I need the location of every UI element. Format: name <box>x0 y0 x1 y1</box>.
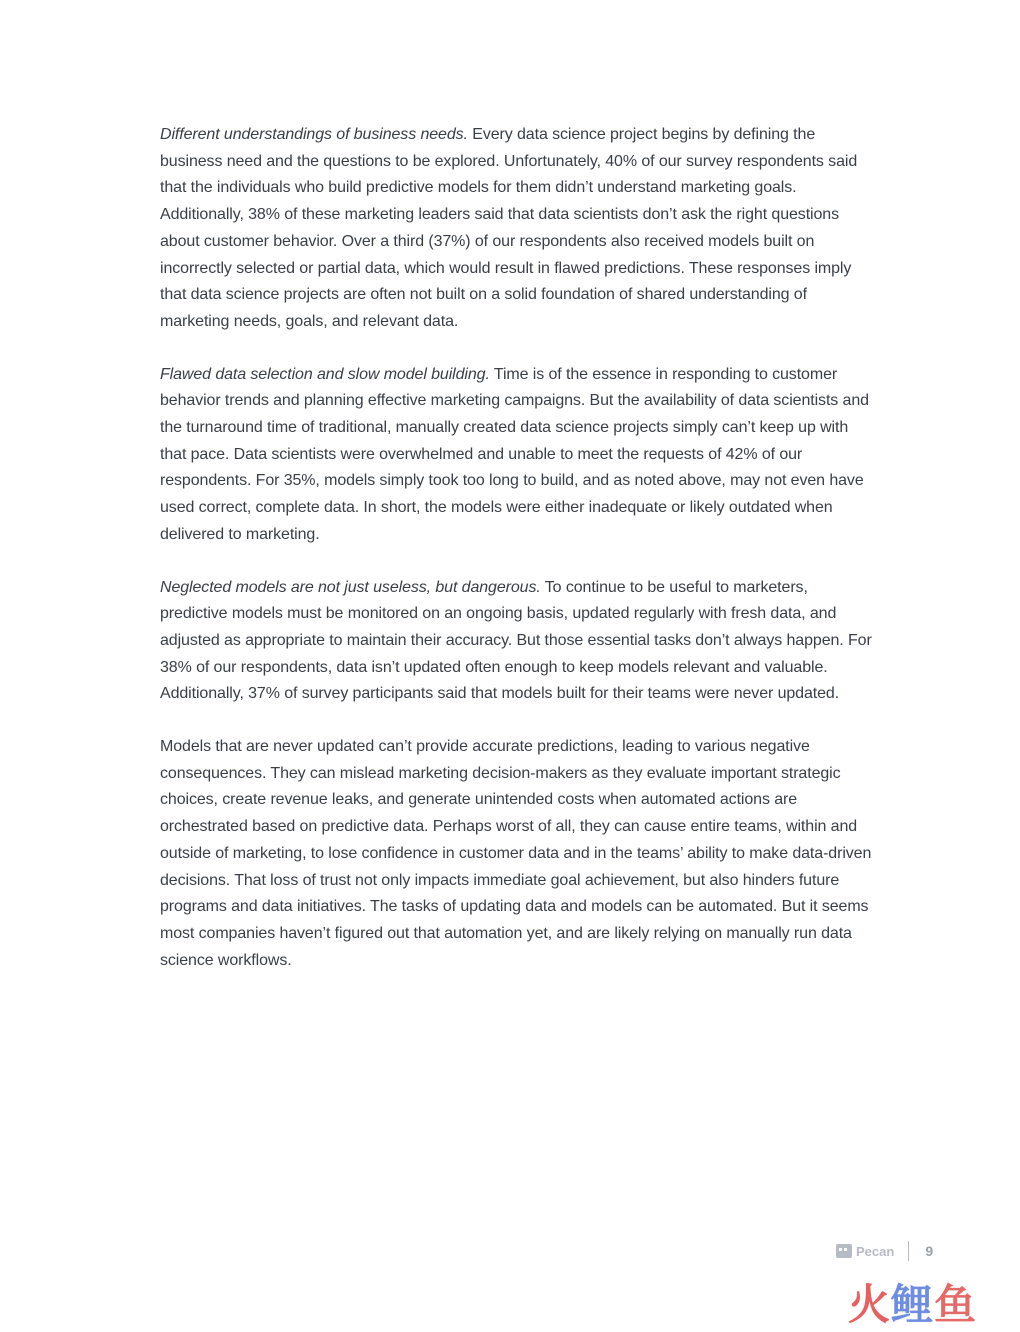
paragraph-flawed-data <box>160 362 875 549</box>
footer-divider <box>908 1241 909 1261</box>
paragraph-consequences <box>160 734 875 974</box>
pecan-logo <box>836 1244 894 1259</box>
paragraph-text: To continue to be useful to marketers, predictive models must be monitored on an ongoing basis, updated regularly with fresh data, and adjusted as appropriate to maintain their accuracy. But those essential tasks don’t always happen. For 38% of our respondents, data isn’t updated often enough to keep models relevant and valuable. Additionally, 37% of survey participants said that models built for their teams were never updated. <box>160 578 872 703</box>
logo-text: Pecan <box>856 1243 895 1259</box>
paragraph-lead: Different understandings of business needs. <box>160 126 468 143</box>
watermark-char: 鲤 <box>891 1280 935 1329</box>
watermark <box>848 1272 977 1332</box>
document-body <box>160 122 875 1000</box>
paragraph-neglected-models <box>160 575 875 709</box>
page-number: 9 <box>925 1243 934 1259</box>
pecan-logo-icon <box>836 1244 852 1258</box>
paragraph-lead: Neglected models are not just useless, but dangerous. <box>160 578 541 596</box>
paragraph-business-needs <box>160 122 875 336</box>
paragraph-text: Every data science project begins by defining the business need and the questions to be explored. Unfortunately, 40% of our survey respondents said that the individuals who build predictive models for them didn’t understand marketing goals. Additionally, 38% of these marketing leaders said that data scientists don’t ask the right questions about customer behavior. Over a third (37%) of our respondents also received models built on incorrectly selected or partial data, which would result in flawed predictions. These responses imply that data science projects are often not built on a solid foundation of shared understanding of marketing needs, goals, and relevant data. <box>160 126 858 330</box>
watermark-char: 鱼 <box>934 1280 978 1329</box>
paragraph-lead: Flawed data selection and slow model building. <box>160 365 490 383</box>
paragraph-text: Time is of the essence in responding to customer behavior trends and planning effective marketing campaigns. But the availability of data scientists and the turnaround time of traditional, manually created data science projects simply can’t keep up with that pace. Data scientists were overwhelmed and unable to meet the requests of 42% of our respondents. For 35%, models simply took too long to build, and as noted above, may not even have used correct, complete data. In short, the models were either inadequate or likely outdated when delivered to marketing. <box>160 365 869 543</box>
page-footer <box>836 1238 933 1264</box>
paragraph-text: Models that are never updated can’t provide accurate predictions, leading to various negative consequences. They can mislead marketing decision-makers as they evaluate important strategic choices, create revenue leaks, and generate unintended costs when automated actions are orchestrated based on predictive data. Perhaps worst of all, they can cause entire teams, within and outside of marketing, to lose confidence in customer data and in the teams’ ability to make data-driven decisions. That loss of trust not only impacts immediate goal achievement, but also hinders future programs and data initiatives. The tasks of updating data and models can be automated. But it seems most companies haven’t figured out that automation yet, and are likely relying on manually run data science workflows. <box>160 738 872 969</box>
watermark-char: 火 <box>848 1280 892 1329</box>
